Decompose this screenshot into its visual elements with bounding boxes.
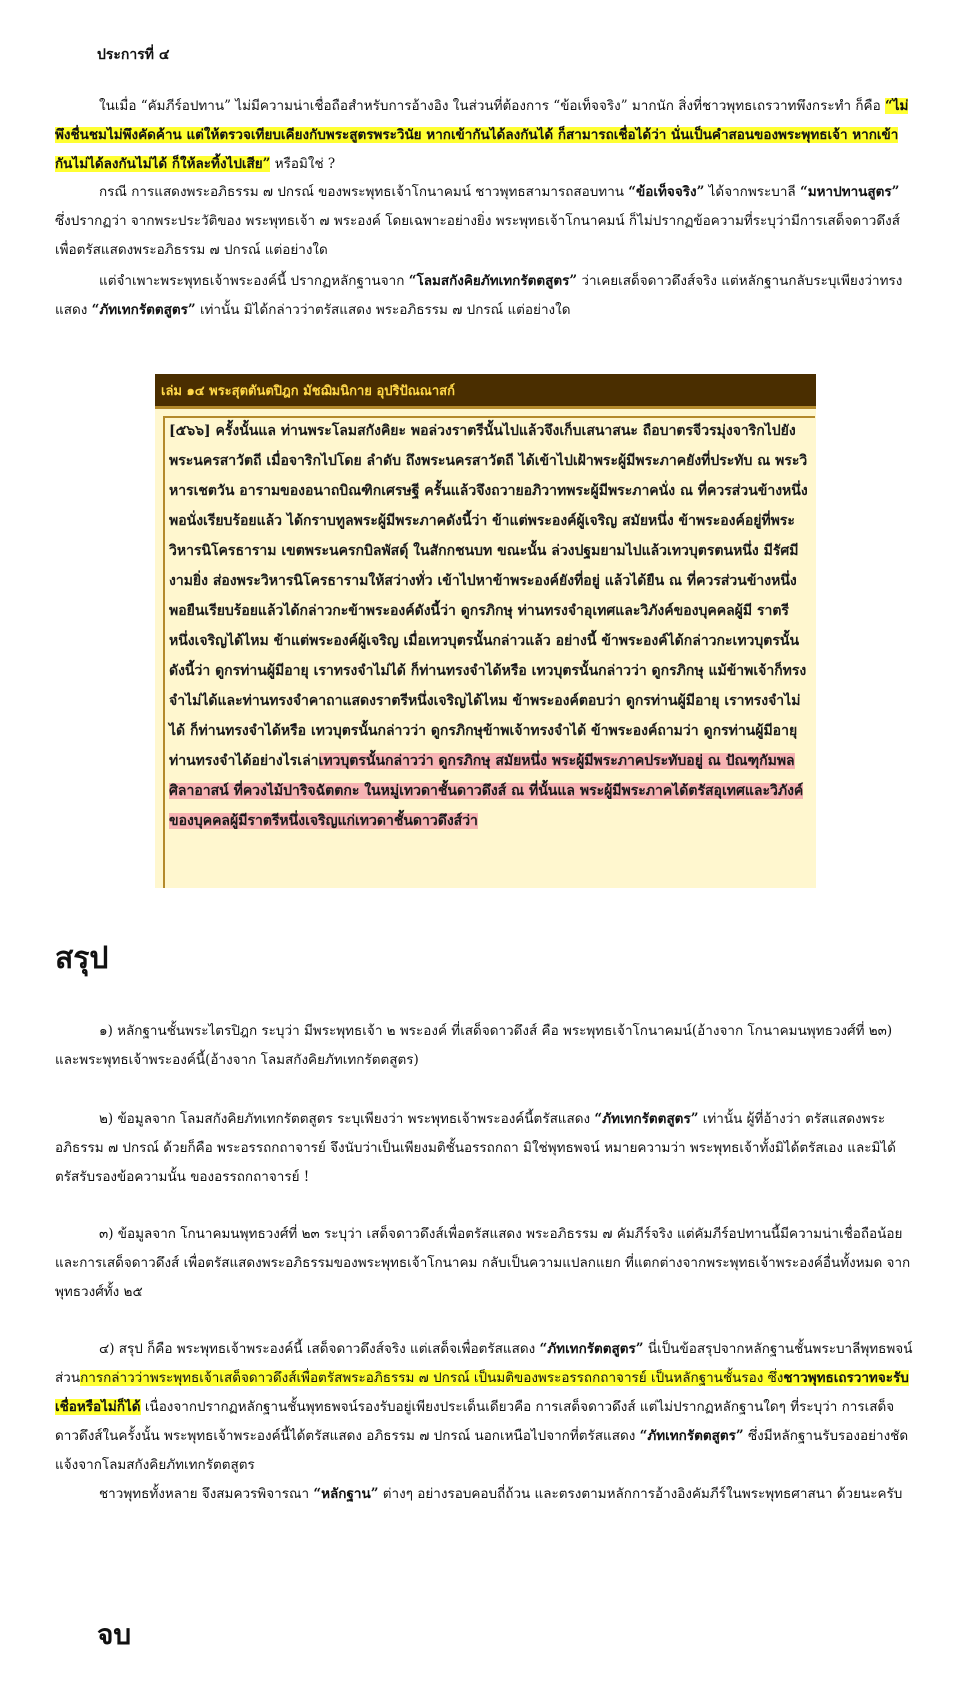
summary-point-2 [55, 1105, 915, 1192]
summary-point-4 [55, 1335, 915, 1480]
scripture-excerpt-image [155, 374, 816, 888]
excerpt-header-text: เล่ม ๑๔ พระสุตตันตปิฎก มัชฌิมนิกาย อุปริปัณณาสก์ [161, 384, 455, 399]
summary-point-3: ๓) ข้อมูลจาก โกนาคมนพุทธวงศ์ที่ ๒๓ ระบุว่า เสด็จดาวดึงส์เพื่อตรัสแสดง พระอภิธรรม ๗ คัมภีร์จริง แต่คัมภีร์อปทานนี้มีความน่าเชื่อถือน้อย และการเสด็จดาวดึงส์ เพื่อตรัสแสดงพระอภิธรรมของพระพุทธเจ้าโกนาคม กลับเป็นความแปลกแยก ที่แตกต่างจากพระพุทธเจ้าพระองค์อื่นทั้งหมด จากพุทธวงศ์ทั้ง ๒๕ [55, 1226, 911, 1300]
s5-text: ชาวพุทธทั้งหลาย จึงสมควรพิจารณา [99, 1486, 314, 1502]
s2-quote: “ภัทเทกรัตตสูตร” [594, 1111, 699, 1127]
s4-text: ๔) สรุป ก็คือ พระพุทธเจ้าพระองค์นี้ เสด็จดาวดึงส์จริง แต่เสด็จเพื่อตรัสแสดง [99, 1341, 540, 1357]
p3-text-b: ว่าเคยเสด็จดาวดึงส์จริง แต่หลักฐานกลับระบุเพียงว่าทรงแสดง [55, 273, 903, 318]
p2-text-b: ได้จากพระบาลี [704, 184, 800, 200]
summary-point-1: ๑) หลักฐานชั้นพระไตรปิฎก ระบุว่า มีพระพุทธเจ้า ๒ พระองค์ ที่เสด็จดาวดึงส์ คือ พระพุทธเจ้าโกนาคมน์(อ้างจาก โกนาคมนพุทธวงศ์ที่ ๒๓) และพระพุทธเจ้าพระองค์นี้(อ้างจาก โลมสกังคิยภัทเทกรัตตสูตร) [55, 1023, 893, 1068]
s2-text: ๒) ข้อมูลจาก โลมสกังคิยภัทเทกรัตตสูตร ระบุเพียงว่า พระพุทธเจ้าพระองค์นี้ตรัสแสดง [99, 1111, 595, 1127]
p2-quote-1: “ข้อเท็จจริง” [628, 184, 705, 200]
p1-highlight: “ไม่พึงชื่นชมไม่พึงคัดค้าน แต่ให้ตรวจเทียบเคียงกับพระสูตรพระวินัย หากเข้ากันได้ลงกันได้ ก็สามารถเชื่อได้ว่า นั่นเป็นคำสอนของพระพุทธเจ้า หากเข้ากันไม่ได้ลงกันไม่ได้ ก็ให้ละทิ้งไปเสีย” [55, 98, 909, 172]
summary-heading: สรุป [55, 941, 109, 976]
p2-text-c: ซึ่งปรากฏว่า จากพระประวัติของ พระพุทธเจ้า ๗ พระองค์ โดยเฉพาะอย่างยิ่ง พระพุทธเจ้าโกนาคมน์ ก็ไม่ปรากฏข้อความที่ระบุว่ามีการเสด็จดาวดึงส์เพื่อตรัสแสดงพระอภิธรรม ๗ ปกรณ์ แต่อย่างใด [55, 213, 900, 258]
paragraph-1 [55, 92, 915, 179]
excerpt-highlight: เทวบุตรนั้นกล่าวว่า ดูกรภิกษุ สมัยหนึ่ง พระผู้มีพระภาคประทับอยู่ ณ ปัณฑุกัมพลศิลาอาสน์ ที่ควงไม้ปาริจฉัตตกะ ในหมู่เทวดาชั้นดาวดึงส์ ณ ที่นั้นแล พระผู้มีพระภาคได้ตรัสอุเทศและวิภังค์ของบุคคลผู้มีราตรีหนึ่งเจริญแก่เทวดาชั้นดาวดึงส์ว่า [169, 753, 804, 829]
p3-quote-2: “ภัทเทกรัตตสูตร” [91, 302, 196, 318]
s2-text-b: เท่านั้น ผู้ที่อ้างว่า ตรัสแสดงพระอภิธรรม ๗ ปกรณ์ ด้วยก็คือ พระอรรถกถาจารย์ จึงนับว่าเป็นเพียงมติชั้นอรรถกถา มิใช่พุทธพจน์ หมายความว่า พระพุทธเจ้าทั้งมิได้ตรัสเอง และมิได้ตรัสรับรองข้อความนั้น ของอรรถกถาจารย์ ! [55, 1111, 896, 1185]
closing-paragraph [55, 1480, 915, 1509]
s5-quote: “หลักฐาน” [313, 1486, 379, 1502]
p1-text: ในเมื่อ “คัมภีร์อปทาน” ไม่มีความน่าเชื่อถือสำหรับการอ้างอิง ในส่วนที่ต้องการ “ข้อเท็จจริง” มากนัก สิ่งที่ชาวพุทธเถรวาทพึงกระทำ ก็คือ [99, 98, 885, 114]
p2-text: กรณี การแสดงพระอภิธรรม ๗ ปกรณ์ ของพระพุทธเจ้าโกนาคมน์ ชาวพุทธสามารถสอบทาน [99, 184, 629, 200]
p1-tail: หรือมิใช่ ? [270, 156, 336, 172]
s4-text-c: เนื่องจากปรากฏหลักฐานชั้นพุทธพจน์รองรับอยู่เพียงประเด็นเดียวคือ การเสด็จดาวดึงส์ แต่ไม่ปรากฏหลักฐานใดๆ ที่ระบุว่า การเสด็จดาวดึงส์ในครั้งนั้น พระพุทธเจ้าพระองค์นี้ได้ตรัสแสดง อภิธรรม ๗ ปกรณ์ นอกเหนือไปจากที่ตรัสแสดง [55, 1399, 895, 1444]
s4-highlight-1: การกล่าวว่าพระพุทธเจ้าเสด็จดาวดึงส์เพื่อตรัสพระอภิธรรม ๗ ปกรณ์ เป็นมติของพระอรรถกถาจารย์ เป็นหลักฐานชั้นรอง ซึ่ง [80, 1370, 784, 1386]
paragraph-2 [55, 178, 915, 265]
excerpt-body: [๕๖๖] ครั้งนั้นแล ท่านพระโลมสกังคิยะ พอล่วงราตรีนั้นไปแล้วจึงเก็บเสนาสนะ ถือบาตรจีวรมุ่งจาริกไปยังพระนครสาวัตถี เมื่อจาริกไปโดย ลำดับ ถึงพระนครสาวัตถี ได้เข้าไปเฝ้าพระผู้มีพระภาคยังที่ประทับ ณ พระวิหารเชตวัน อารามของอนาถบิณฑิกเศรษฐี ครั้นแล้วจึงถวายอภิวาทพระผู้มีพระภาคนั่ง ณ ที่ควรส่วนข้างหนึ่ง พอนั่งเรียบร้อยแล้ว ได้กราบทูลพระผู้มีพระภาคดังนี้ว่า ข้าแต่พระองค์ผู้เจริญ สมัยหนึ่ง ข้าพระองค์อยู่ที่พระวิหารนิโครธาราม เขตพระนครกบิลพัสดุ์ ในสักกชนบท ขณะนั้น ล่วงปฐมยามไปแล้วเทวบุตรตนหนึ่ง มีรัศมีงามยิ่ง ส่องพระวิหารนิโครธารามให้สว่างทั่ว เข้าไปหาข้าพระองค์ยังที่อยู่ แล้วได้ยืน ณ ที่ควรส่วนข้างหนึ่ง พอยืนเรียบร้อยแล้วได้กล่าวกะข้าพระองค์ดังนี้ว่า ดูกรภิกษุ ท่านทรงจำอุเทศและวิภังค์ของบุคคลผู้มี ราตรีหนึ่งเจริญได้ไหม ข้าแต่พระองค์ผู้เจริญ เมื่อเทวบุตรนั้นกล่าวแล้ว อย่างนี้ ข้าพระองค์ได้กล่าวกะเทวบุตรนั้นดังนี้ว่า ดูกรท่านผู้มีอายุ เราทรงจำไม่ได้ ก็ท่านทรงจำได้หรือ เทวบุตรนั้นกล่าวว่า ดูกรภิกษุ แม้ข้าพเจ้าก็ทรงจำไม่ได้และท่านทรงจำคาถาแสดงราตรีหนึ่งเจริญได้ไหม ข้าพระองค์ตอบว่า ดูกรท่านผู้มีอายุ เราทรงจำไม่ได้ ก็ท่านทรงจำได้หรือ เทวบุตรนั้นกล่าวว่า ดูกรภิกษุข้าพเจ้าทรงจำได้ ข้าพระองค์ถามว่า ดูกรท่านผู้มีอายุ ท่านทรงจำได้อย่างไรเล่า [169, 423, 808, 769]
end-heading: จบ [97, 1618, 132, 1651]
excerpt-header-bar [155, 374, 816, 409]
s4-quote-2: “ภัทเทกรัตตสูตร” [639, 1428, 744, 1444]
s4-text-d: ซึ่งมีหลักฐานรับรองอย่างชัดแจ้งจากโลมสกังคิยภัทเทกรัตตสูตร [55, 1428, 909, 1473]
s4-text-b: นี่เป็นข้อสรุปจากหลักฐานชั้นพระบาลีพุทธพจน์ ส่วน [55, 1341, 913, 1386]
excerpt-text [169, 416, 809, 836]
s4-highlight-2: ชาวพุทธเถรวาทจะรับเชื่อหรือไม่ก็ได้ [55, 1370, 909, 1415]
section-heading-4: ประการที่ ๔ [97, 47, 170, 63]
paragraph-3 [55, 267, 915, 325]
s5-text-b: ต่างๆ อย่างรอบคอบถี่ถ้วน และตรงตามหลักการอ้างอิงคัมภีร์ในพระพุทธศาสนา ด้วยนะครับ [378, 1486, 903, 1502]
p2-quote-2: “มหาปทานสูตร” [799, 184, 900, 200]
s4-quote-1: “ภัทเทกรัตตสูตร” [539, 1341, 644, 1357]
p3-text: แต่จำเพาะพระพุทธเจ้าพระองค์นี้ ปรากฏหลักฐานจาก [99, 273, 409, 289]
p3-quote-1: “โลมสกังคิยภัทเทกรัตตสูตร” [408, 273, 578, 289]
p3-text-c: เท่านั้น มิได้กล่าวว่าตรัสแสดง พระอภิธรรม ๗ ปกรณ์ แต่อย่างใด [195, 302, 571, 318]
